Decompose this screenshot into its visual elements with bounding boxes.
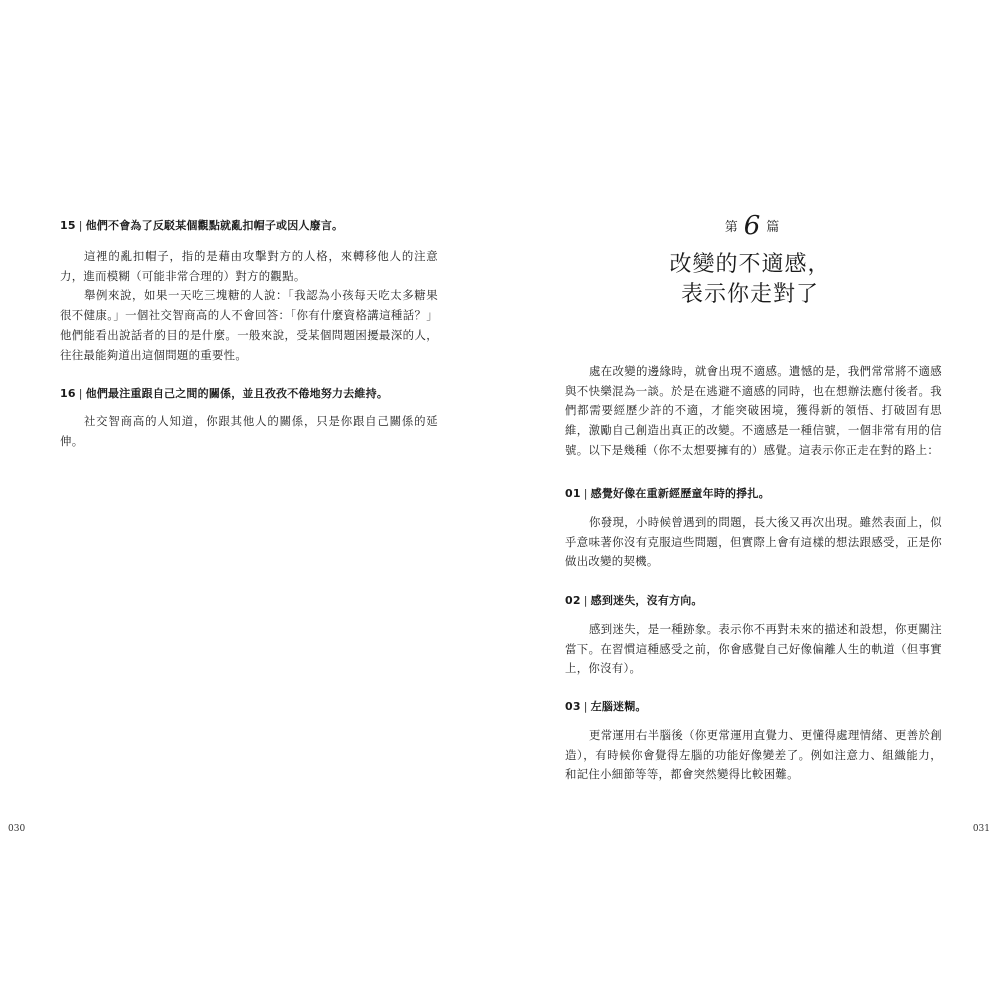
chapter-label [692,208,812,246]
section-title: 他們最注重跟自己之間的關係，並且孜孜不倦地努力去維持。 [85,387,389,400]
chapter-intro [565,362,942,461]
section-number: 01 [565,487,581,500]
chapter-prefix: 第 [724,220,738,235]
section-title: 感到迷失，沒有方向。 [590,594,703,607]
chapter-title-line: 改變的不適感， [669,252,831,277]
paragraph: 社交智商高的人知道，你跟其他人的關係，只是你跟自己關係的延伸。 [60,414,438,448]
section-title: 感覺好像在重新經歷童年時的掙扎。 [590,487,770,500]
section-number: 02 [565,594,581,607]
chapter-suffix: 篇 [766,220,780,235]
section-divider: | [583,700,588,713]
section-divider: | [78,387,83,400]
section-title: 左腦迷糊。 [590,700,647,713]
section-15-heading [60,219,343,233]
paragraph: 更常運用右半腦後（你更常運用直覺力、更懂得處理情緒、更善於創造），有時候你會覺得左腦的功能好像變差了。例如注意力、組織能力，和記住小細節等等，都會突然變得比較困難。 [565,728,942,782]
section-16-heading [60,387,388,401]
chapter-title [630,250,870,310]
section-02-body [565,620,942,679]
section-divider: | [583,594,588,607]
paragraph: 舉例來說，如果一天吃三塊糖的人說：「我認為小孩每天吃太多糖果很不健康。」一個社交智商高的人不會回答：「你有什麼資格講這種話？」他們能看出說話者的目的是什麼。一般來說，受某個問題困擾最深的人，往往最能夠道出這個問題的重要性。 [60,288,438,362]
page-number: 031 [972,824,990,834]
paragraph: 這裡的亂扣帽子，指的是藉由攻擊對方的人格，來轉移他人的注意力，進而模糊（可能非常合理的）對方的觀點。 [60,249,438,283]
section-01-body [565,513,942,572]
section-divider: | [583,487,588,500]
section-03-heading [565,700,647,714]
section-15-body [60,247,438,365]
section-number: 16 [60,387,76,400]
section-03-body [565,726,942,785]
paragraph: 感到迷失，是一種跡象。表示你不再對未來的描述和設想，你更關注當下。在習慣這種感受之前，你會感覺自己好像偏離人生的軌道（但事實上，你沒有）。 [565,622,942,676]
chapter-title-line: 表示你走對了 [680,282,819,307]
section-number: 03 [565,700,581,713]
section-divider: | [78,219,83,232]
section-title: 他們不會為了反駁某個觀點就亂扣帽子或因人廢言。 [85,219,344,232]
section-number: 15 [60,219,76,232]
section-16-body [60,412,438,451]
right-page [500,0,1000,1000]
page-number: 030 [8,824,26,834]
chapter-number: 6 [743,211,761,241]
paragraph: 處在改變的邊緣時，就會出現不適感。遺憾的是，我們常常將不適感與不快樂混為一談。於是在逃避不適感的同時，也在想辦法應付後者。我們都需要經歷少許的不適，才能突破困境，獲得新的領悟、打破固有思維，激勵自己創造出真正的改變。不適感是一種信號，一個非常有用的信號。以下是幾種（你不太想要擁有的）感覺。這表示你正走在對的路上： [565,364,942,457]
section-01-heading [565,487,770,501]
paragraph: 你發現，小時候曾遇到的問題，長大後又再次出現。雖然表面上，似乎意味著你沒有克服這些問題，但實際上會有這樣的想法跟感受，正是你做出改變的契機。 [565,515,942,569]
section-02-heading [565,594,703,608]
